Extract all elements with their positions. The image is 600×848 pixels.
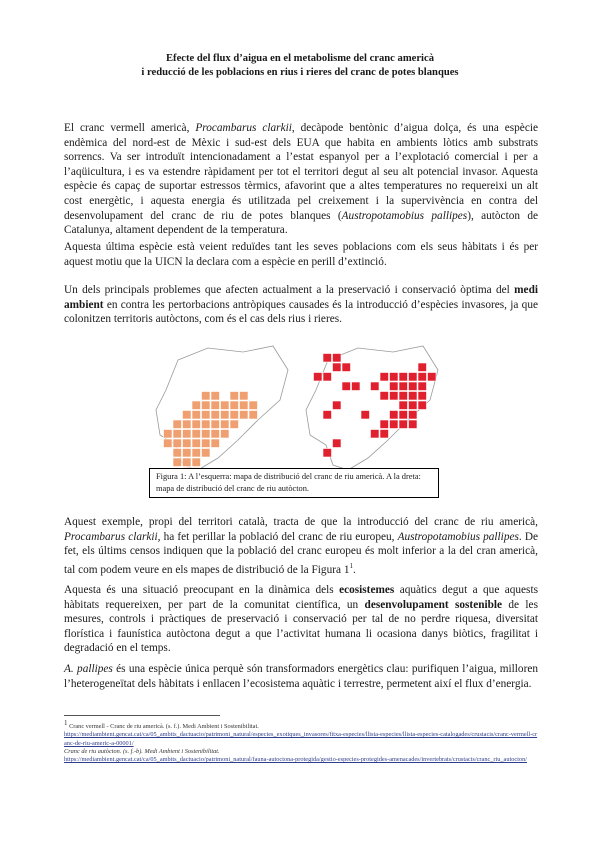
grid-cell: [173, 430, 182, 439]
grid-cell: [361, 411, 370, 420]
grid-cell: [323, 373, 332, 382]
grid-cell: [240, 392, 249, 401]
grid-cell: [249, 401, 258, 410]
grid-cell: [173, 458, 182, 467]
grid-cell: [371, 430, 380, 439]
grid-cell: [192, 430, 201, 439]
grid-cell: [202, 430, 211, 439]
species-name: A. pallipes: [64, 663, 113, 675]
grid-cell: [183, 411, 192, 420]
paragraph-ecosystems: [64, 583, 538, 656]
grid-cell: [202, 449, 211, 458]
grid-cell: [399, 401, 408, 410]
grid-cell: [390, 373, 399, 382]
grid-cell: [183, 430, 192, 439]
text-span: .: [352, 563, 356, 576]
footnote-1: [64, 719, 538, 748]
grid-cell: [192, 439, 201, 448]
grid-cell: [211, 401, 220, 410]
paragraph-example: [64, 515, 538, 577]
species-name: Procambarus clarkii: [195, 122, 292, 134]
title-line-2: i reducció de les poblacions en rius i rieres del cranc de potes blanques: [141, 67, 459, 78]
figure-caption: Figura 1: A l’esquerra: mapa de distribució del cranc de riu americà. A la dreta: mapa de distribució del cranc de riu autòcton.: [149, 468, 439, 498]
grid-cell: [399, 420, 408, 429]
species-name: Austropotamobius pallipes: [341, 209, 468, 222]
grid-cell: [211, 439, 220, 448]
grid-cell: [409, 401, 418, 410]
footnote-divider: [64, 715, 220, 716]
grid-cell: [192, 411, 201, 420]
grid-cell: [192, 458, 201, 467]
grid-cell: [333, 363, 342, 372]
text-span: en contra les pertorbacions antròpiques causades és la introducció d’espècies invasores, ja que colonitzen territoris autòctons, com és el cas dels rius i rieres.: [64, 298, 538, 326]
species-name: Austropotamobius pallipes: [397, 530, 519, 543]
keyword: ecosistemes: [339, 584, 395, 596]
grid-cell: [249, 411, 258, 420]
species-name: Procambarus clarkii,: [64, 530, 161, 543]
text-span: Un dels principals problemes que afecten actualment a la preservació i conservació òptima del: [64, 284, 515, 296]
grid-cell: [240, 411, 249, 420]
grid-cell: [409, 373, 418, 382]
grid-cell: [323, 354, 332, 363]
grid-cell: [418, 363, 427, 372]
footnote-link[interactable]: https://mediambient.gencat.cat/ca/05_ambits_dactuacio/patrimoni_natural/especies_exotiques_invasores/fitxa-especies/llista-especies/llista-especies-catalogades/crustacis/cranc-vermell-cranc-de-riu-americ-a-00001/: [64, 731, 538, 747]
grid-cell: [164, 439, 173, 448]
footnote-text: Cranc vermell - Cranc de riu americà. (s. f.). Medi Ambient i Sostenibilitat.: [69, 723, 259, 731]
grid-cell: [342, 363, 351, 372]
map-american-crayfish: [148, 340, 293, 475]
grid-cell: [183, 449, 192, 458]
footnote-2: [64, 748, 538, 764]
grid-cell: [418, 401, 427, 410]
grid-cell: [342, 382, 351, 391]
grid-cell: [409, 382, 418, 391]
text-span: . De fet, els últims censos indiquen que la població del cranc europeu és molt inferior a la del cran americà, tal com podem veure en els mapes de distribució de la Figura 1: [64, 530, 538, 576]
grid-cell: [323, 411, 332, 420]
grid-cell: [173, 420, 182, 429]
grid-cell: [202, 439, 211, 448]
paragraph-pallipes: [64, 662, 538, 691]
paragraph-intro: [64, 121, 538, 238]
grid-cell: [221, 430, 230, 439]
grid-cell: [418, 373, 427, 382]
grid-cell: [221, 401, 230, 410]
grid-cell: [333, 401, 342, 410]
grid-cell: [409, 420, 418, 429]
grid-cell: [399, 411, 408, 420]
text-span: aquàtics degut a que aquests hàbitats requereixen, per part de la comunitat científica, un: [64, 584, 538, 611]
grid-cell: [211, 420, 220, 429]
keyword: desenvolupament sostenible: [364, 598, 503, 611]
grid-cell: [428, 373, 437, 382]
grid-cell: [390, 382, 399, 391]
grid-cell: [399, 392, 408, 401]
grid-cell: [202, 401, 211, 410]
grid-cell: [390, 392, 399, 401]
text-span: ), autòcton de Catalunya, altament dependent de la temperatura.: [64, 209, 539, 237]
page-title: [60, 52, 540, 80]
map-native-crayfish: [298, 340, 443, 475]
grid-cell: [380, 392, 389, 401]
grid-cell: [371, 382, 380, 391]
grid-cell: [230, 420, 239, 429]
grid-cell: [192, 420, 201, 429]
footnote-text: Cranc de riu autòcton. (s. f.-b). Medi Ambient i Sostenibilitat.: [64, 747, 220, 755]
grid-cell: [333, 439, 342, 448]
text-span: , decàpode bentònic d’aigua dolça, és una espècie endèmica del nord-est de Mèxic i sud-est dels EUA que habita en ambients lòtics amb substrats sorrencs. Va ser introduït intencionadament a l’estat espanyol per a l’explotació comercial i per a l’aqüicultura, i es va estendre ràpidament per tot el territori degut al seu alt potencial invasor. Aquesta espècie és capaç de suportar estressos tèrmics, afavorint que a altes temperatures no requereixi un alt cost energètic, i aquesta energia és utilitzada pel creixement i la supervivència en contra del desenvolupament del cranc de riu de potes blanques (: [64, 122, 538, 222]
grid-cell: [183, 420, 192, 429]
grid-cell: [211, 430, 220, 439]
grid-cell: [380, 430, 389, 439]
grid-cell: [418, 382, 427, 391]
title-line-1: Efecte del flux d’aigua en el metabolisme del cranc americà: [165, 53, 435, 64]
grid-cell: [409, 411, 418, 420]
grid-cell: [380, 373, 389, 382]
grid-cell: [164, 430, 173, 439]
grid-cell: [211, 411, 220, 420]
grid-cell: [173, 439, 182, 448]
grid-cell: [202, 392, 211, 401]
grid-cell: [173, 449, 182, 458]
grid-cell: [352, 382, 361, 391]
grid-cell: [202, 420, 211, 429]
grid-cell: [390, 420, 399, 429]
text-span: és una espècie única perquè són transformadors energètics clau: purifiquen l’aigua, milloren l’heterogeneïtat dels hàbitats i enllacen l’ecosistema aquàtic i terrestre, permetent així el flux d’energia.: [64, 663, 538, 690]
grid-cell: [380, 420, 389, 429]
text-span: El cranc vermell americà,: [64, 122, 196, 134]
grid-cell: [409, 392, 418, 401]
footnote-link[interactable]: https://mediambient.gencat.cat/ca/05_ambits_dactuacio/patrimoni_natural/fauna-autoctona-protegida/gestio-especies-protegides-amenacades/invertebrats/crustacis/cranc_riu_autocton/: [64, 755, 527, 763]
grid-cell: [240, 401, 249, 410]
grid-cell: [192, 449, 201, 458]
keyword: medi ambient: [64, 284, 538, 311]
grid-cell: [230, 401, 239, 410]
grid-cell: [399, 382, 408, 391]
text-span: ha fet perillar la població del cranc de riu europeu,: [160, 530, 398, 543]
text-span: Aquest exemple, propi del territori català, tracta de que la introducció del cranc de riu americà,: [64, 516, 538, 528]
grid-cell: [211, 392, 220, 401]
text-span: de les mesures, controls i pràctiques de preservació i conservació per tal de no perdre riquesa, diversitat florística i faunística autòctona degut a que l’activitat humana li ocasiona danys biòtics, fragilitat i degradació en el temps.: [64, 598, 538, 655]
grid-cell: [183, 458, 192, 467]
grid-cell: [399, 373, 408, 382]
text-span: Aquesta és una situació preocupant en la dinàmica dels: [64, 584, 340, 596]
paragraph-uicn: Aquesta última espècie està veient reduïdes tant les seves poblacions com els seus hàbitats i és per aquest motiu que la UICN la declara com a espècie en perill d’extinció.: [64, 241, 538, 268]
grid-cell: [221, 411, 230, 420]
grid-cell: [202, 411, 211, 420]
footnote-ref[interactable]: 1: [349, 561, 353, 570]
grid-cell: [333, 354, 342, 363]
grid-cell: [230, 392, 239, 401]
grid-cell: [314, 373, 323, 382]
paragraph-problems: [64, 283, 538, 327]
footnotes: [64, 719, 538, 764]
grid-cell: [230, 411, 239, 420]
grid-cell: [390, 411, 399, 420]
grid-cell: [183, 439, 192, 448]
grid-cell: [221, 420, 230, 429]
grid-cell: [192, 401, 201, 410]
grid-cell: [418, 392, 427, 401]
grid-cell: [323, 449, 332, 458]
footnote-mark: 1: [64, 719, 68, 727]
